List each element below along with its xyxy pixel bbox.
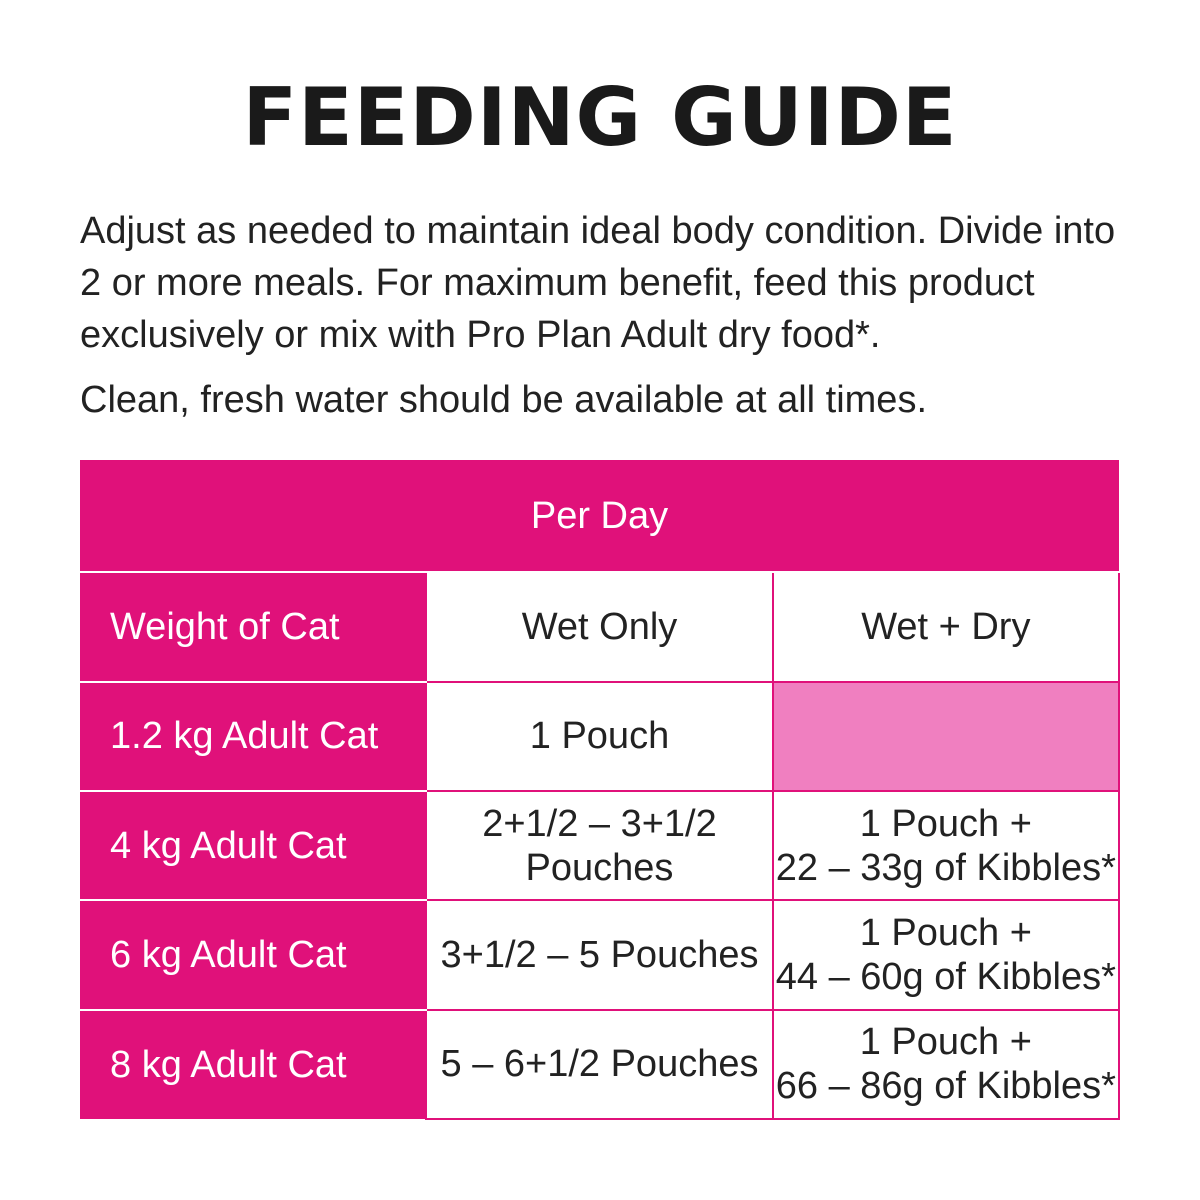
table-row [80,791,1119,900]
table-row [80,682,1119,791]
wet-dry-cell [773,900,1119,1009]
column-header-weight: Weight of Cat [80,572,426,681]
wet-dry-pouch-line: 1 Pouch + [859,802,1032,845]
table-row [80,1010,1119,1119]
wet-dry-kibbles-line: 44 – 60g of Kibbles* [775,955,1116,998]
water-note: Clean, fresh water should be available at all times. [80,379,928,421]
table-row [80,900,1119,1009]
wet-only-cell: 5 – 6+1/2 Pouches [426,1010,772,1119]
wet-dry-cell [773,1010,1119,1119]
intro-text: Adjust as needed to maintain ideal body condition. Divide into 2 or more meals. For maximum benefit, feed this product exclusively or mix with Pro Plan Adult dry food*. [80,210,1116,356]
wet-only-cell: 3+1/2 – 5 Pouches [426,900,772,1009]
wet-only-cell: 1 Pouch [426,682,772,791]
weight-cell: 4 kg Adult Cat [80,791,426,900]
weight-cell: 8 kg Adult Cat [80,1010,426,1119]
per-day-header: Per Day [80,460,1119,572]
wet-dry-cell [773,791,1119,900]
wet-dry-pouch-line: 1 Pouch + [859,911,1032,954]
feeding-table-container [80,460,1120,1120]
wet-dry-kibbles-line: 22 – 33g of Kibbles* [775,846,1116,889]
wet-dry-kibbles-line: 66 – 86g of Kibbles* [775,1065,1116,1108]
wet-only-cell: 2+1/2 – 3+1/2 Pouches [426,791,772,900]
wet-dry-cell-empty [773,682,1119,791]
column-header-row [80,572,1119,681]
weight-cell: 6 kg Adult Cat [80,900,426,1009]
weight-cell: 1.2 kg Adult Cat [80,682,426,791]
column-header-wet-only: Wet Only [426,572,772,681]
page-title: FEEDING GUIDE [242,71,958,164]
wet-dry-pouch-line: 1 Pouch + [859,1021,1032,1064]
table-header-row [80,460,1119,572]
column-header-wet-dry: Wet + Dry [773,572,1119,681]
feeding-table [80,460,1120,1120]
